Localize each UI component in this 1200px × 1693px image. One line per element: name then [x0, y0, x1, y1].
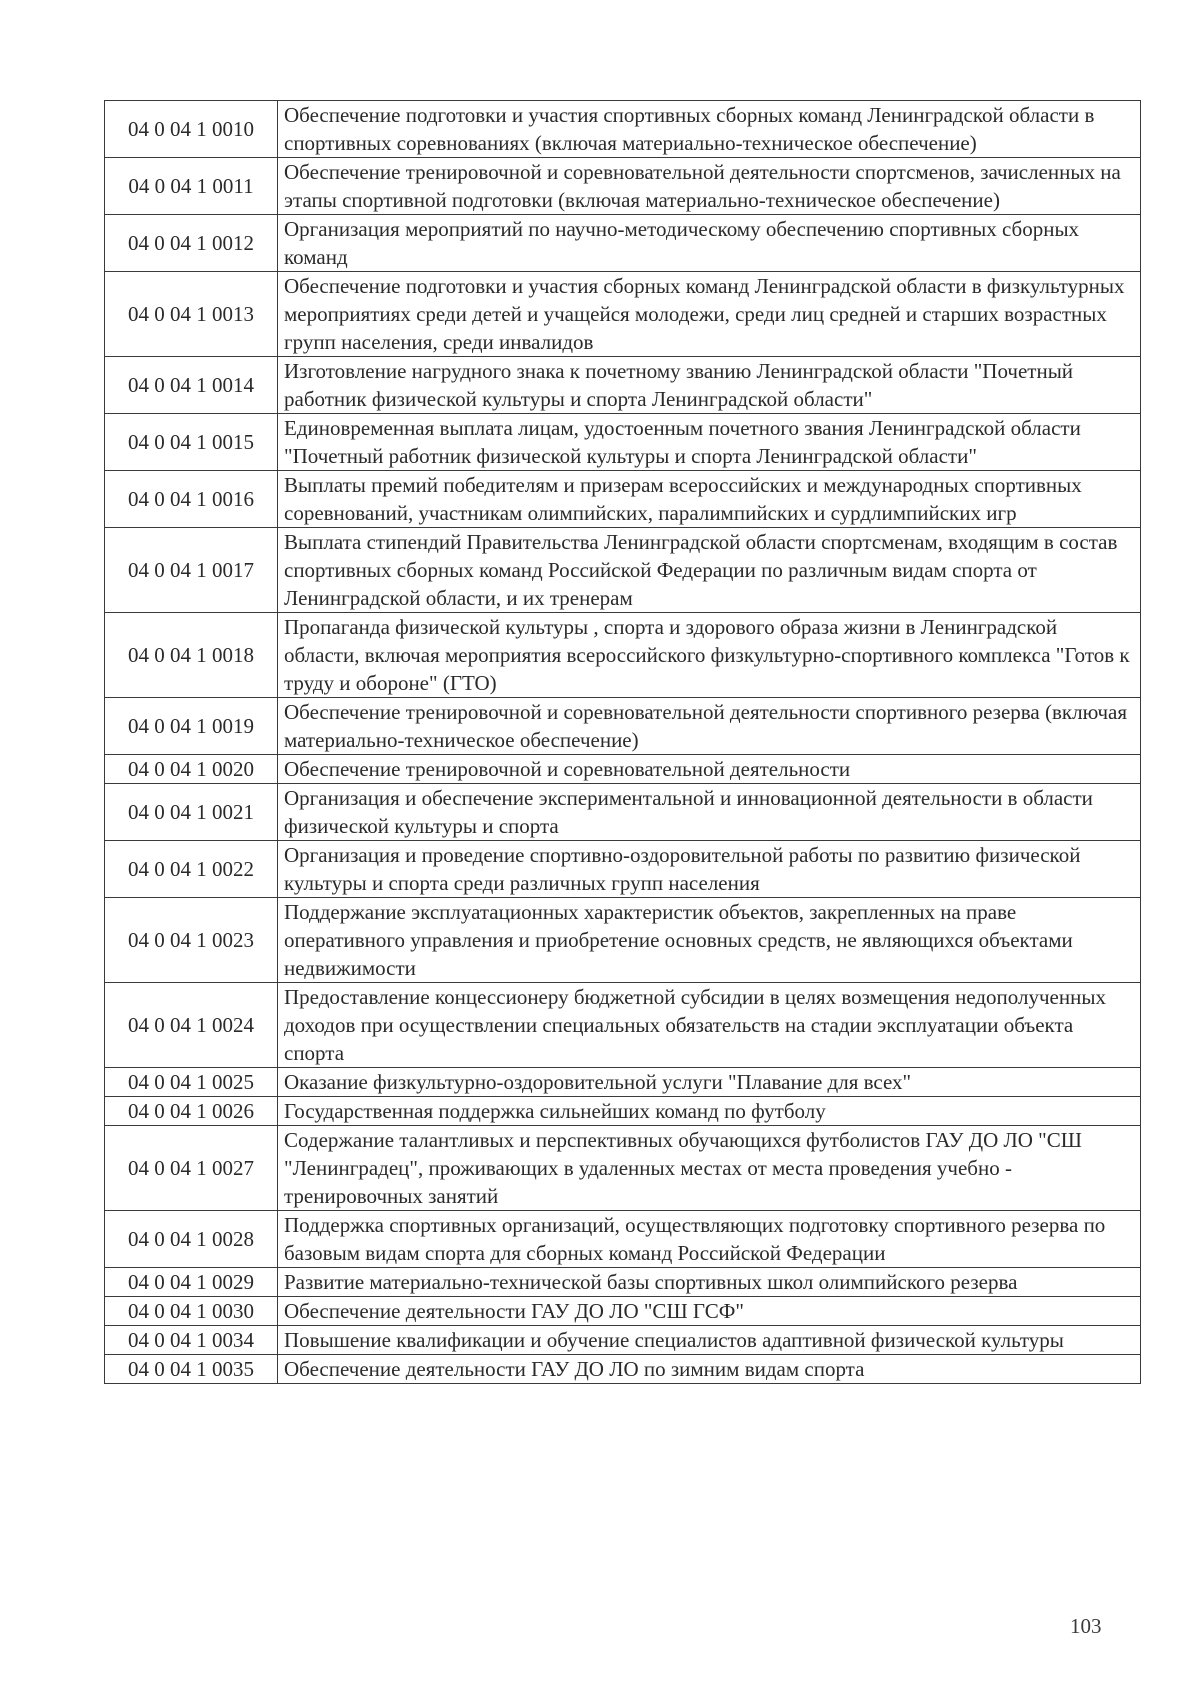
budget-code-cell: 04 0 04 1 0022 [105, 841, 278, 898]
table-row [105, 1068, 1141, 1097]
table-row [105, 755, 1141, 784]
budget-code-cell: 04 0 04 1 0013 [105, 272, 278, 357]
description-cell: Обеспечение подготовки и участия спортивных сборных команд Ленинградской области в спортивных соревнованиях (включая материально-техническое обеспечение) [278, 101, 1141, 158]
page-number: 103 [1070, 1614, 1102, 1638]
description-cell: Обеспечение деятельности ГАУ ДО ЛО "СШ ГСФ" [278, 1297, 1141, 1326]
description-cell: Поддержка спортивных организаций, осуществляющих подготовку спортивного резерва по базовым видам спорта для сборных команд Российской Федерации [278, 1211, 1141, 1268]
description-cell: Выплата стипендий Правительства Ленинградской области спортсменам, входящим в состав спортивных сборных команд Российской Федерации по различным видам спорта от Ленинградской области, и их тренерам [278, 528, 1141, 613]
table-row [105, 898, 1141, 983]
budget-code-cell: 04 0 04 1 0015 [105, 414, 278, 471]
description-cell: Обеспечение тренировочной и соревновательной деятельности спортсменов, зачисленных на этапы спортивной подготовки (включая материально-техническое обеспечение) [278, 158, 1141, 215]
table-row [105, 698, 1141, 755]
table-row [105, 1326, 1141, 1355]
table-row [105, 414, 1141, 471]
table-row [105, 101, 1141, 158]
budget-code-cell: 04 0 04 1 0029 [105, 1268, 278, 1297]
budget-code-cell: 04 0 04 1 0014 [105, 357, 278, 414]
budget-code-cell: 04 0 04 1 0024 [105, 983, 278, 1068]
description-cell: Поддержание эксплуатационных характеристик объектов, закрепленных на праве оперативного управления и приобретение основных средств, не являющихся объектами недвижимости [278, 898, 1141, 983]
budget-code-cell: 04 0 04 1 0023 [105, 898, 278, 983]
budget-code-cell: 04 0 04 1 0025 [105, 1068, 278, 1097]
description-cell: Предоставление концессионеру бюджетной субсидии в целях возмещения недополученных доходов при осуществлении специальных обязательств на стадии эксплуатации объекта спорта [278, 983, 1141, 1068]
description-cell: Повышение квалификации и обучение специалистов адаптивной физической культуры [278, 1326, 1141, 1355]
table-row [105, 1126, 1141, 1211]
description-cell: Содержание талантливых и перспективных обучающихся футболистов ГАУ ДО ЛО "СШ "Ленинградец", проживающих в удаленных местах от места проведения учебно - тренировочных занятий [278, 1126, 1141, 1211]
table-row [105, 1211, 1141, 1268]
table-row [105, 983, 1141, 1068]
description-cell: Обеспечение тренировочной и соревновательной деятельности спортивного резерва (включая материально-техническое обеспечение) [278, 698, 1141, 755]
budget-code-cell: 04 0 04 1 0026 [105, 1097, 278, 1126]
description-cell: Пропаганда физической культуры , спорта и здорового образа жизни в Ленинградской области, включая мероприятия всероссийского физкультурно-спортивного комплекса "Готов к труду и обороне" (ГТО) [278, 613, 1141, 698]
budget-code-cell: 04 0 04 1 0027 [105, 1126, 278, 1211]
table-row [105, 215, 1141, 272]
description-cell: Обеспечение деятельности ГАУ ДО ЛО по зимним видам спорта [278, 1355, 1141, 1384]
table-row [105, 158, 1141, 215]
budget-code-cell: 04 0 04 1 0020 [105, 755, 278, 784]
budget-code-cell: 04 0 04 1 0010 [105, 101, 278, 158]
budget-code-cell: 04 0 04 1 0016 [105, 471, 278, 528]
table-row [105, 1268, 1141, 1297]
table-row [105, 1355, 1141, 1384]
table-row [105, 841, 1141, 898]
description-cell: Обеспечение тренировочной и соревновательной деятельности [278, 755, 1141, 784]
table-row [105, 471, 1141, 528]
description-cell: Развитие материально-технической базы спортивных школ олимпийского резерва [278, 1268, 1141, 1297]
budget-code-cell: 04 0 04 1 0021 [105, 784, 278, 841]
description-cell: Оказание физкультурно-оздоровительной услуги "Плавание для всех" [278, 1068, 1141, 1097]
table-row [105, 613, 1141, 698]
budget-code-cell: 04 0 04 1 0011 [105, 158, 278, 215]
budget-code-cell: 04 0 04 1 0017 [105, 528, 278, 613]
budget-code-cell: 04 0 04 1 0012 [105, 215, 278, 272]
description-cell: Обеспечение подготовки и участия сборных команд Ленинградской области в физкультурных мероприятиях среди детей и учащейся молодежи, среди лиц средней и старших возрастных групп населения, среди инвалидов [278, 272, 1141, 357]
table-row [105, 528, 1141, 613]
budget-code-cell: 04 0 04 1 0034 [105, 1326, 278, 1355]
table-row [105, 784, 1141, 841]
table-row [105, 1297, 1141, 1326]
table-row [105, 1097, 1141, 1126]
budget-code-cell: 04 0 04 1 0028 [105, 1211, 278, 1268]
description-cell: Организация мероприятий по научно-методическому обеспечению спортивных сборных команд [278, 215, 1141, 272]
description-cell: Организация и обеспечение экспериментальной и инновационной деятельности в области физической культуры и спорта [278, 784, 1141, 841]
table-row [105, 357, 1141, 414]
budget-code-cell: 04 0 04 1 0035 [105, 1355, 278, 1384]
table-body [105, 101, 1141, 1384]
description-cell: Изготовление нагрудного знака к почетному званию Ленинградской области "Почетный работник физической культуры и спорта Ленинградской области" [278, 357, 1141, 414]
budget-code-cell: 04 0 04 1 0019 [105, 698, 278, 755]
description-cell: Выплаты премий победителям и призерам всероссийских и международных спортивных соревнований, участникам олимпийских, паралимпийских и сурдлимпийских игр [278, 471, 1141, 528]
description-cell: Государственная поддержка сильнейших команд по футболу [278, 1097, 1141, 1126]
budget-code-cell: 04 0 04 1 0030 [105, 1297, 278, 1326]
table-row [105, 272, 1141, 357]
description-cell: Организация и проведение спортивно-оздоровительной работы по развитию физической культуры и спорта среди различных групп населения [278, 841, 1141, 898]
budget-code-table [104, 100, 1141, 1384]
description-cell: Единовременная выплата лицам, удостоенным почетного звания Ленинградской области "Почетный работник физической культуры и спорта Ленинградской области" [278, 414, 1141, 471]
budget-code-cell: 04 0 04 1 0018 [105, 613, 278, 698]
